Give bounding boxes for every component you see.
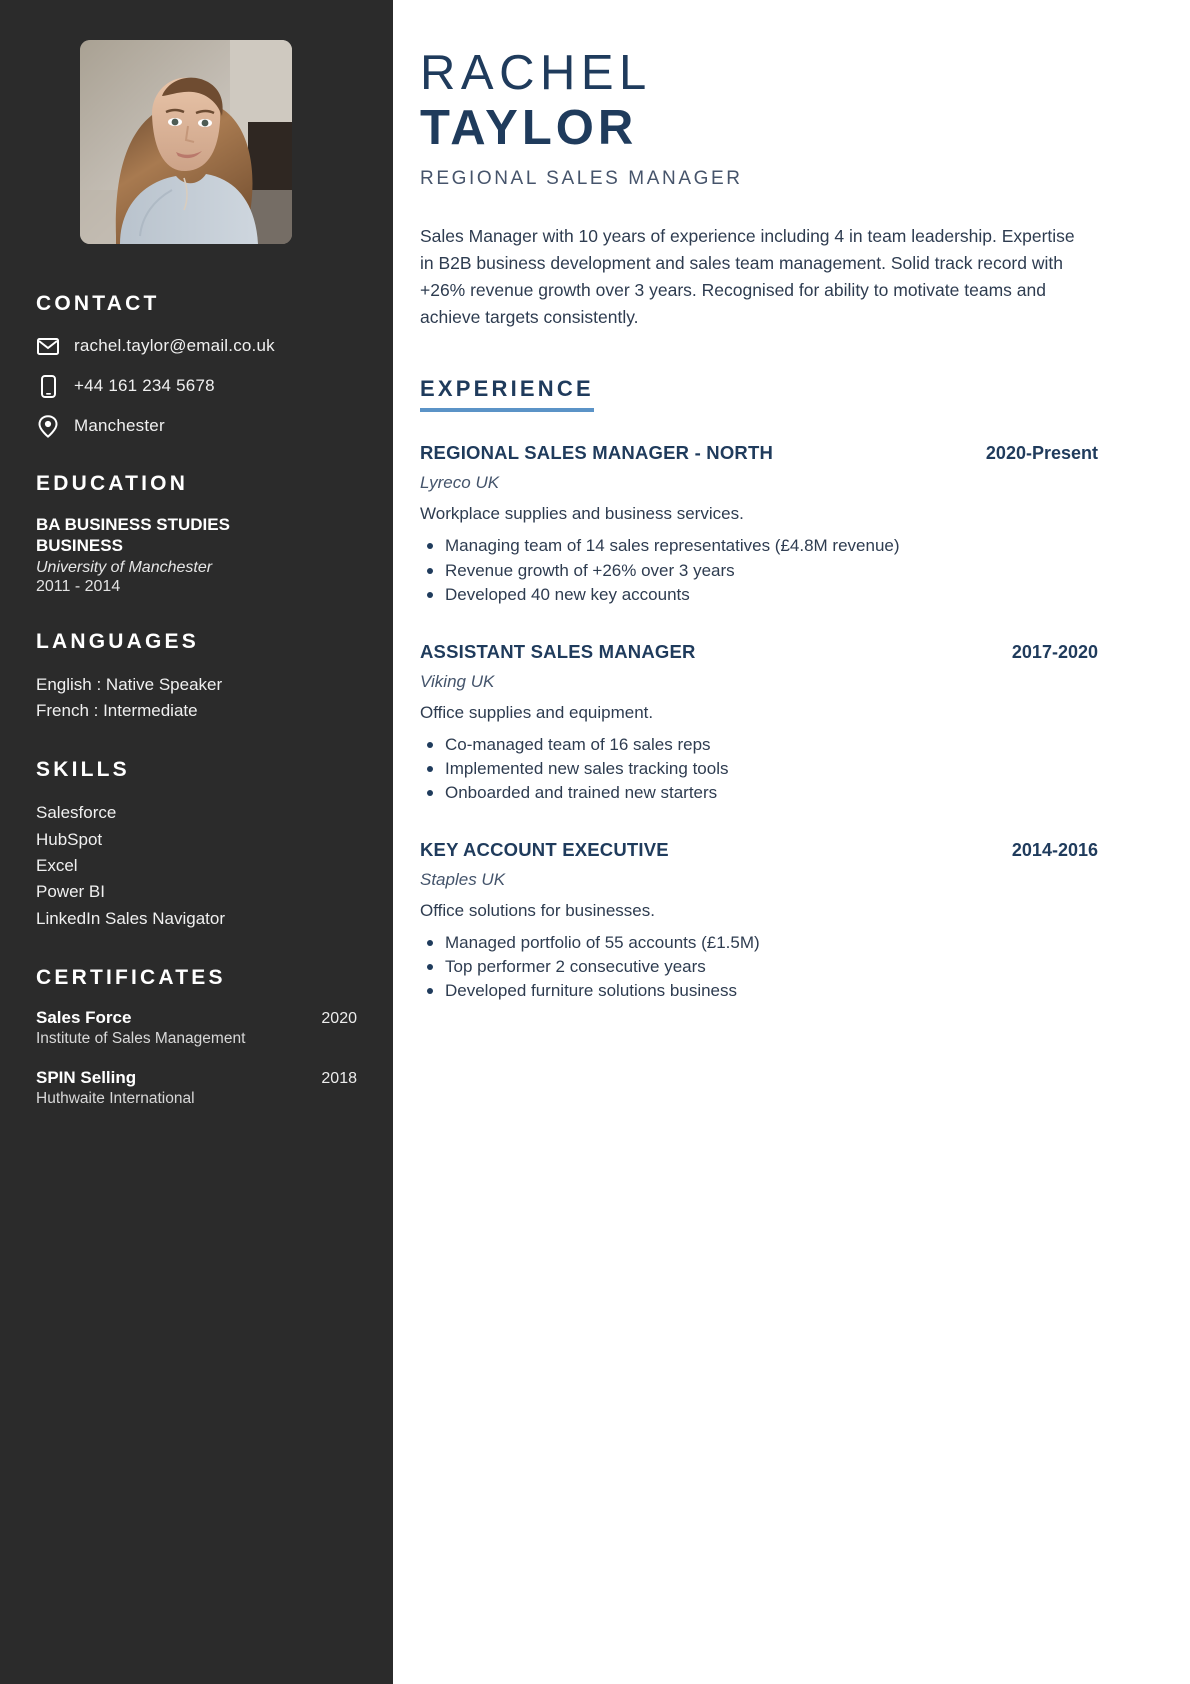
education-section [36, 472, 357, 596]
certificates-section [36, 966, 357, 1108]
experience-bullet: Managing team of 14 sales representatives (£4.8M revenue) [420, 534, 1098, 558]
skills-heading: SKILLS [36, 758, 130, 782]
experience-bullet: Onboarded and trained new starters [420, 781, 1098, 805]
education-entry [36, 514, 357, 596]
contact-phone[interactable] [36, 374, 357, 398]
last-name: TAYLOR [420, 101, 638, 156]
skill-item: Excel [36, 855, 78, 875]
experience-date: 2020-Present [985, 443, 1098, 464]
certificates-heading: CERTIFICATES [36, 965, 226, 989]
experience-company: Lyreco UK [420, 473, 500, 493]
experience-description: Office supplies and equipment. [420, 702, 654, 722]
profile-photo [80, 40, 292, 244]
experience-bullet: Co-managed team of 16 sales reps [420, 733, 1098, 757]
phone-icon [36, 374, 60, 398]
contact-location[interactable] [36, 414, 357, 438]
experience-bullets [420, 931, 1098, 1003]
job-title: REGIONAL SALES MANAGER [420, 168, 743, 190]
professional-summary: Sales Manager with 10 years of experience including 4 in team leadership. Expertise in B2B business development and sales team management. Solid track record with +26% revenue growth over 3 years. Recognised for ability to motivate teams and achieve targets consistently. [420, 226, 1075, 327]
skill-item: LinkedIn Sales Navigator [36, 908, 226, 928]
certificate-org: Huthwaite International [36, 1089, 195, 1107]
languages-heading: LANGUAGES [36, 629, 199, 653]
contact-email[interactable] [36, 334, 357, 358]
experience-bullet: Top performer 2 consecutive years [420, 955, 1098, 979]
experience-item [420, 442, 1098, 606]
education-years: 2011 - 2014 [36, 577, 121, 595]
experience-heading: EXPERIENCE [420, 376, 594, 412]
education-heading: EDUCATION [36, 472, 189, 495]
skill-item: Power BI [36, 882, 105, 902]
experience-bullet: Revenue growth of +26% over 3 years [420, 559, 1098, 583]
experience-description: Workplace supplies and business services. [420, 504, 744, 524]
experience-role: KEY ACCOUNT EXECUTIVE [420, 839, 669, 861]
experience-company: Viking UK [420, 671, 495, 691]
location-pin-icon [36, 414, 60, 438]
certificate-org: Institute of Sales Management [36, 1029, 246, 1047]
education-degree-line2: BUSINESS [36, 536, 123, 556]
experience-bullets [420, 733, 1098, 805]
certificate-item [36, 1008, 357, 1048]
experience-bullet: Developed furniture solutions business [420, 979, 1098, 1003]
experience-date: 2017-2020 [1011, 641, 1098, 662]
first-name: RACHEL [420, 46, 652, 100]
experience-item [420, 641, 1098, 805]
certificate-year: 2020 [321, 1009, 357, 1027]
experience-bullet: Managed portfolio of 55 accounts (£1.5M) [420, 931, 1098, 955]
contact-section [36, 292, 357, 438]
experience-bullets [420, 534, 1098, 606]
experience-description: Office solutions for businesses. [420, 901, 655, 921]
contact-phone-value: +44 161 234 5678 [74, 376, 215, 395]
contact-heading: CONTACT [36, 292, 160, 315]
language-item: English : Native Speaker [36, 674, 223, 694]
education-degree-line1: BA BUSINESS STUDIES [36, 515, 230, 534]
envelope-icon [36, 334, 60, 358]
main-content [393, 0, 1190, 1684]
experience-role: REGIONAL SALES MANAGER - NORTH [420, 442, 774, 464]
certificate-name: SPIN Selling [36, 1067, 137, 1087]
skill-item: Salesforce [36, 803, 117, 823]
experience-role: ASSISTANT SALES MANAGER [420, 640, 696, 662]
languages-section [36, 630, 357, 725]
certificate-item [36, 1068, 357, 1108]
education-school: University of Manchester [36, 558, 213, 576]
contact-email-value: rachel.taylor@email.co.uk [74, 336, 275, 355]
experience-bullet: Developed 40 new key accounts [420, 583, 1098, 607]
experience-item [420, 839, 1098, 1003]
experience-date: 2014-2016 [1011, 840, 1098, 861]
skill-item: HubSpot [36, 829, 103, 849]
certificate-year: 2018 [321, 1069, 357, 1087]
experience-company: Staples UK [420, 870, 506, 890]
contact-location-value: Manchester [74, 416, 165, 435]
certificate-name: Sales Force [36, 1007, 132, 1027]
sidebar [0, 0, 393, 1684]
experience-bullet: Implemented new sales tracking tools [420, 757, 1098, 781]
language-item: French : Intermediate [36, 700, 198, 720]
skills-section [36, 758, 357, 932]
